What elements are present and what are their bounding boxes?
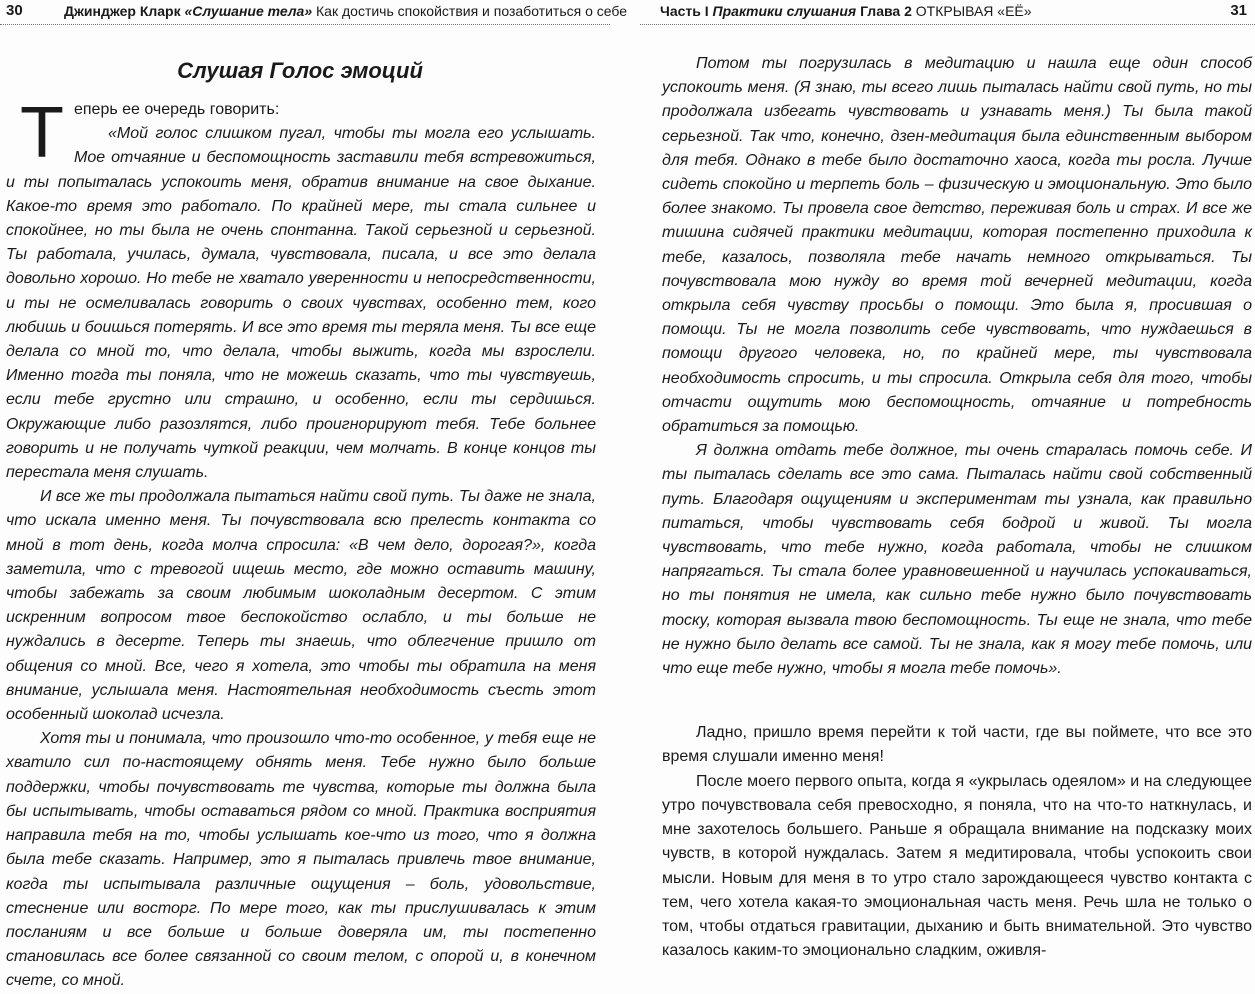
intro-text: еперь ее очередь говорить: bbox=[73, 101, 280, 118]
paragraph: После моего первого опыта, когда я «укрылась одеялом» и на следующее утро почувствовала себя превосходно, я поняла, что на что-то наткнулась, и мне захотелось большего. Раньше я обращала внимание на подсказку моих чувств, в которой нуждалась. Затем я медитировала, чтобы успокоить свои мысли. Новым для меня в то утро стало зарождающееся чувство контакта с тем, чего хотела какая-то эмоциональная часть меня. Речь шла не только о том, чтобы отдаться гравитации, дыханию и быть внимательной. Это чувство казалось каким-то эмоционально сладким, оживля- bbox=[662, 772, 1252, 960]
paragraph: Я должна отдать тебе должное, ты очень старалась помочь себе. И ты пыталась сделать все это сама. Пыталась найти свой собственный путь. Благодаря ощущениям и экспериментам ты узнала, как правильно питаться, чтобы чувствовать себя бодрой и живой. Ты могла чувствовать, что тебе нужно, когда работала, чтобы не слишком напрягаться. Ты стала более уравновешенной и научилась успокаиваться, но ты понятия не имела, как сильно тебе нужно было почувствовать тоску, которая вызвала твою беспомощность. Ты еще не знала, что тебе не нужно было делать все самой. Ты не знала, как я могу тебе помочь, или что еще тебе нужно, чтобы я могла тебе помочь». bbox=[662, 442, 1252, 678]
running-head-subtitle: Как достичь спокойствия и позаботиться о себе bbox=[316, 3, 628, 19]
header-rule-right bbox=[640, 24, 1255, 25]
running-head-part: Часть I bbox=[660, 3, 709, 19]
left-page bbox=[0, 0, 628, 990]
header-rule-left bbox=[0, 24, 610, 25]
running-head-book-title: «Слушание тела» bbox=[184, 3, 313, 19]
paragraph: «Мой голос слишком пугал, чтобы ты могла его услышать. Мое отчаяние и беспомощность заставили тебя встревожиться, и ты попыталась успокоить меня, обратив внимание на свое дыхание. Какое-то время это работало. По крайней мере, ты стала сильнее и спокойнее, но ты была не очень спонтанна. Такой серьезной и серьезной. Ты работала, училась, думала, чувствовала, писала, и все это делала довольно хорошо. Но тебе не хватало уверенности и непосредственности, и ты не осмеливалась говорить о своих чувствах, особенно тем, кого любишь и боишься потерять. И все это время ты теряла меня. Ты все еще делала со мной то, что делала, чтобы выжить, когда мы взрослели. Именно тогда ты поняла, что не можешь сказать, что ты чувствуешь, если тебе грустно или страшно, и особенно, если ты сердишься. Окружающие либо разозлятся, либо проигнорируют тебя. Тебе больнее говорить и не получать чуткой реакции, чем молчать. В конце концов ты перестала меня слушать. bbox=[6, 125, 596, 482]
paragraph: И все же ты продолжала пытаться найти свой путь. Ты даже не знала, что искала именно меня. Ты почувствовала всю прелесть контакта со мной в тот день, когда молча спросила: «В чем дело, дорогая?», когда заметила, что с тревогой ищешь место, где можно оставить машину, чтобы забежать за своим любимым шоколадным десертом. С этим искренним вопросом твое беспокойство ослабло, и ты больше не нуждались в десерте. Теперь ты знаешь, что облегчение пришло от общения со мной. Все, чего я хотела, это чтобы ты обратила на меня внимание, услышала меня. Настоятельная необходимость съесть этот особенный шоколад исчезла. bbox=[6, 488, 596, 724]
running-head-part-title: Практики слушания bbox=[712, 3, 857, 19]
paragraph: Ладно, пришло время перейти к той части, где вы поймете, что все это время слушали именно меня! bbox=[662, 724, 1252, 766]
running-head-right bbox=[640, 0, 1255, 22]
running-head-chapter-title: ОТКРЫВАЯ «ЕЁ» bbox=[915, 3, 1032, 19]
section-gap bbox=[662, 681, 1252, 721]
right-body bbox=[662, 52, 1252, 963]
paragraph: Хотя ты и понимала, что произошло что-то особенное, у тебя еще не хватило сил по-настоящему обнять меня. Тебе нужно было больше поддержки, чтобы почувствовать те чувства, которые ты должна была бы испытывать, чтобы оставаться рядом со мной. Практика восприятия направила тебя на то, чтобы услышать кое-что из того, что я должна была тебе сказать. Например, это я пыталась привлечь твое внимание, когда ты испытывала различные ощущения – боль, удовольствие, стеснение или восторг. По мере того, как ты прислушивалась к этим посланиям и все больше и больше доверяла им, ты постепенно становилась все более связанной со своим телом, с опорой и, в конечном счете, со мной. bbox=[6, 730, 596, 990]
intro-paragraph bbox=[6, 93, 596, 173]
drop-cap: Т bbox=[20, 93, 64, 173]
page-number-right: 31 bbox=[1230, 2, 1247, 19]
running-head-chapter: Глава 2 bbox=[860, 3, 912, 19]
paragraph: Потом ты погрузилась в медитацию и нашла еще один способ успокоить меня. (Я знаю, ты всего лишь пыталась найти свой путь, но ты продолжала избегать чувствовать и узнавать меня.) Ты была такой серьезной. Так что, конечно, дзен-медитация была единственным выбором для тебя. Однако в тебе было достаточно хаоса, когда ты росла. Лучше сидеть спокойно и терпеть боль – физическую и эмоциональную. Это было более знакомо. Ты провела свое детство, переживая боль и страх. И все же тишина сидячей практики медитации, которая постепенно приходила к тебе, казалось, позволяла тебе начать немного открываться. Ты почувствовала мою нужду во время той вечерней медитации, когда открыла себя чувству просьбы о помощи. Это была я, просившая о помощи. Ты не могла позволить себе чувствовать, что нуждаешься в помощи другого человека, но, по крайней мере, ты чувствовала необходимость спросить, и ты спросила. Открыла себя для того, чтобы отчасти ощутить мою беспомощность, отчаяние и потребность обратиться за помощью. bbox=[662, 55, 1252, 436]
right-page bbox=[640, 0, 1255, 966]
page-number-left: 30 bbox=[6, 2, 23, 19]
running-head-left bbox=[0, 0, 628, 22]
running-head-author: Джинджер Кларк bbox=[64, 3, 181, 19]
left-body bbox=[6, 93, 596, 994]
section-title: Слушая Голос эмоций bbox=[177, 58, 423, 83]
